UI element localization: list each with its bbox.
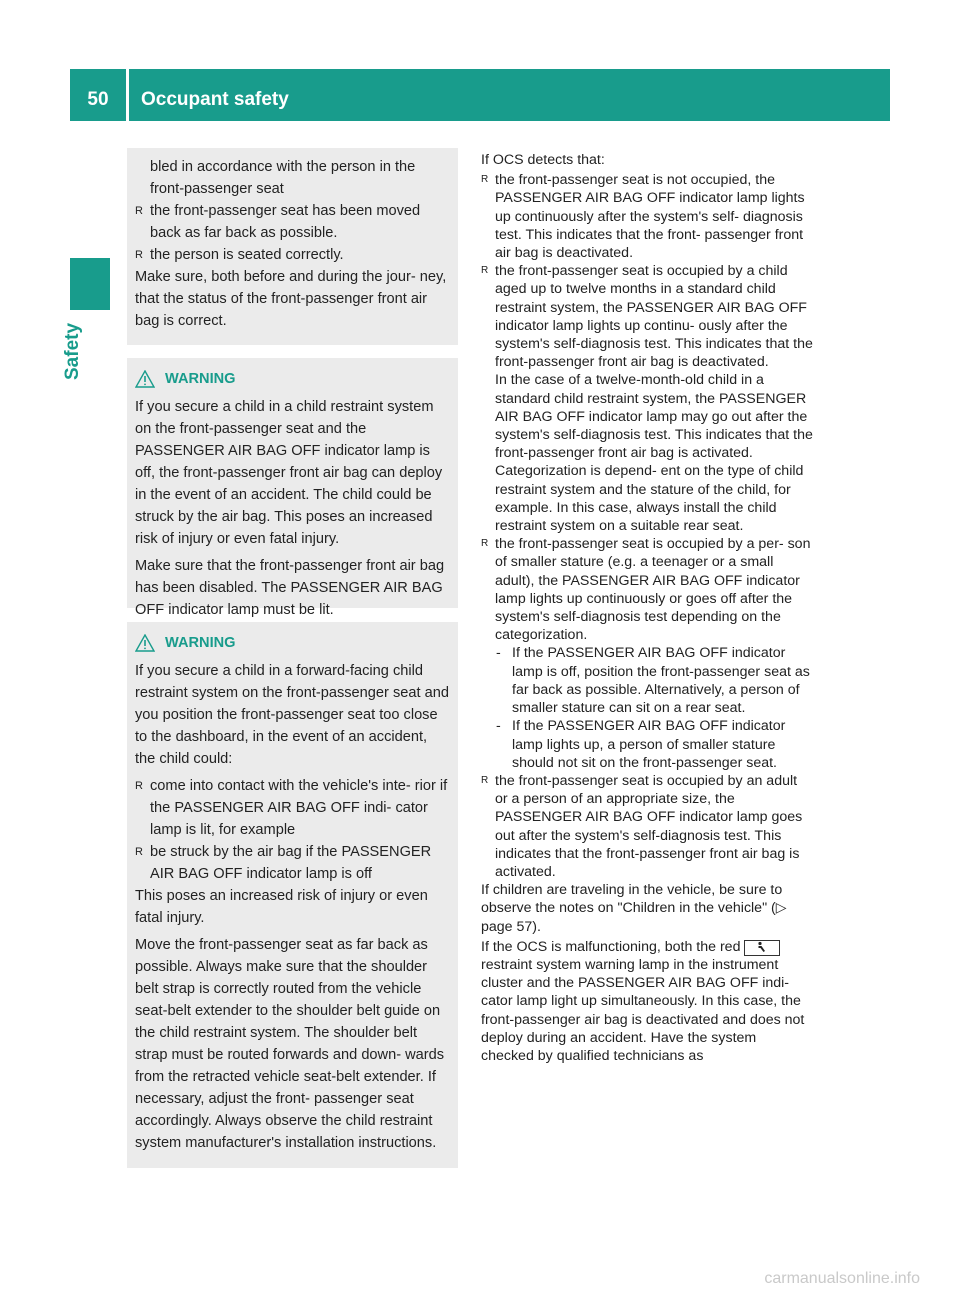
chapter-title: Occupant safety [141,89,289,110]
paragraph: Make sure, both before and during the jour- ney, that the status of the front-passenger front air bag is correct. [135,269,447,329]
warning-title: WARNING [165,635,236,651]
list-item: R the person is seated correctly. [135,244,450,266]
info-box [127,148,458,345]
dash-icon: - [496,645,501,662]
header-divider [126,69,129,121]
bullet-icon: R [481,174,489,186]
warning-title: WARNING [165,371,236,387]
bullet-icon: R [135,249,143,261]
side-tab-label: Safety [62,322,83,380]
sub-list-item: - If the PASSENGER AIR BAG OFF indicator lamp is off, position the front-passenger seat as far back as possible. Alternatively, a person of smaller stature can sit on a rear seat. [496,645,810,717]
dash-icon: - [496,718,501,735]
list-item-continuation: In the case of a twelve-month-old child in a standard child restraint system, the PASSENGER AIR BAG OFF indicator lamp may go out after the system's self-diagnosis test. This indicates that the front-passenger front air bag is activated. Categorization is depend- ent on the type of child restraint system and the stature of the child, for example. In this case, always install the child restraint system on a suitable rear seat. [495,372,813,535]
bullet-icon: R [481,538,489,550]
list-item: R the front-passenger seat is occupied by a child aged up to twelve months in a standard child restraint system, the PASSENGER AIR BAG OFF indicator lamp lights up continu- ously after the system's self-diagnosis test. This indicates that the front-passenger front air bag is deactivated. [481,263,813,371]
paragraph: If you secure a child in a child restraint system on the front-passenger seat and the PASSENGER AIR BAG OFF indicator lamp is off, the front-passenger front air bag can deploy in the event of an accident. The child could be struck by the air bag. This poses an increased risk of injury or even fatal injury. [135,399,443,547]
warning-triangle-icon [135,634,155,652]
side-tab [70,258,110,310]
bullet-icon: R [481,265,489,277]
paragraph: If the OCS is malfunctioning, both the red restraint system warning lamp in the instrument cluster and the PASSENGER AIR BAG OFF indi- cator lamp light up simultaneously. In this case, the front-passenger air bag is deactivated and does not deploy during an accident. Have the system checked by qualified technicians as [481,938,805,1064]
paragraph: This poses an increased risk of injury or even fatal injury. [135,888,428,926]
page-link-icon: ▷ [775,900,787,917]
sub-list-item: - If the PASSENGER AIR BAG OFF indicator lamp lights up, a person of smaller stature should not sit on the front-passenger seat. [496,718,786,771]
paragraph: If OCS detects that: [481,152,605,168]
bullet-icon: R [135,780,143,792]
page-link[interactable]: page 57 [481,918,533,935]
paragraph: If you secure a child in a forward-facing child restraint system on the front-passenger seat and you position the front-passenger seat too close to the dashboard, in the event of an accident, the child could: [135,663,449,767]
list-item: R the front-passenger seat is occupied by a per- son of smaller stature (e.g. a teenager or a small adult), the PASSENGER AIR BAG OFF indicator lamp lights up continuously or goes off after the system's self-diagnosis test depending on the categorization. [481,536,811,644]
continuation-line: bled in accordance with the person in the [150,159,416,175]
warning-box [127,358,458,618]
bullet-icon: R [481,774,489,786]
watermark: carmanualsonline.info [764,1270,920,1287]
continuation-line: front-passenger seat [150,181,284,197]
page-number: 50 [87,89,109,110]
list-item: R come into contact with the vehicle's inte- rior if the PASSENGER AIR BAG OFF indi- cator lamp is lit, for example [135,775,450,841]
warning-header [135,630,450,656]
warning-triangle-icon [135,370,155,388]
paragraph: Make sure that the front-passenger front air bag has been disabled. The PASSENGER AIR BAG OFF indicator lamp must be lit. [135,558,445,618]
right-column [481,151,813,1067]
list-item: R the front-passenger seat is occupied by an adult or a person of an appropriate size, the PASSENGER AIR BAG OFF indicator lamp goes out after the system's self-diagnosis test. This indicates that the front-passenger front air bag is activated. [481,772,803,880]
list-item: R the front-passenger seat is not occupied, the PASSENGER AIR BAG OFF indicator lamp lights up continuously after the system's self- diagnosis test. This indicates that the front- passenger front air bag is deactivated. [481,172,805,262]
warning-box [127,622,458,1168]
paragraph: Move the front-passenger seat as far back as possible. Always make sure that the shoulder belt strap is correctly routed from the vehicle seat-belt extender to the shoulder belt guide on the child restraint system. The shoulder belt strap must be routed forwards and down- wards from the retracted vehicle seat-belt extender. If necessary, adjust the front- passenger seat accordingly. Always observe the child restraint system manufacturer's installation instructions. [135,937,445,1151]
bullet-icon: R [135,846,143,858]
bullet-icon: R [135,205,143,217]
list-item: R the front-passenger seat has been moved back as far back as possible. [135,200,450,244]
warning-header [135,366,450,392]
list-item: R be struck by the air bag if the PASSENGER AIR BAG OFF indicator lamp is off [135,841,450,885]
paragraph: If children are traveling in the vehicle, be sure to observe the notes on "Children in the vehicle" (▷ page 57). [481,882,787,935]
restraint-system-warning-icon [744,940,780,956]
